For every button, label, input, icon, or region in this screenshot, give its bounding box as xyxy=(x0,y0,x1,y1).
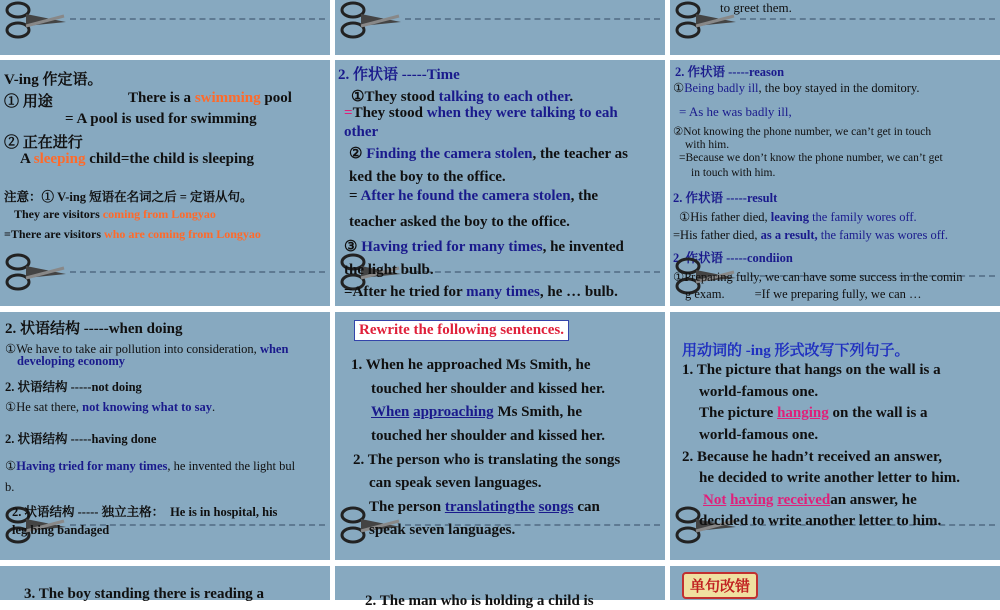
ex-1-cont: developing economy xyxy=(17,354,125,368)
reason-eq: = As he was badly ill, xyxy=(679,104,792,119)
answer-1: When approaching Ms Smith, he xyxy=(371,404,583,420)
example-1: There is a swimming pool xyxy=(128,90,292,106)
slide-top-left xyxy=(0,0,330,55)
scissors-icon xyxy=(339,0,403,40)
ex-4: leg bing bandaged xyxy=(12,523,110,537)
heading-result: 2. 作状语 -----result xyxy=(673,191,778,205)
condition-ex-cont: g exam. =If we preparing fully, we can … xyxy=(685,287,922,301)
heading: 用动词的 -ing 形式改写下列句子。 xyxy=(682,343,910,359)
reason-ex2-cont: with him. xyxy=(685,139,730,151)
title-box: Rewrite the following sentences. xyxy=(354,320,569,341)
title-tag: 单句改错 xyxy=(682,572,758,599)
question-1: 1. When he approached Ms Smith, he xyxy=(351,357,591,373)
ex-2-eq: = After he found the camera stolen, the xyxy=(349,188,599,204)
slide-adverbial-time xyxy=(335,60,665,306)
cut-line xyxy=(405,18,660,20)
question-1-cont: world-famous one. xyxy=(699,384,819,400)
slide-bottom-right xyxy=(670,566,1000,600)
ex-3-cont: the light bulb. xyxy=(344,262,434,278)
cut-line xyxy=(70,18,325,20)
heading: V-ing 作定语。 xyxy=(4,72,103,88)
answer-1-cont: touched her shoulder and kissed her. xyxy=(371,428,605,444)
slide-rewrite xyxy=(335,312,665,560)
point-2: ② 正在进行 xyxy=(4,135,83,151)
heading-reason: 2. 作状语 -----reason xyxy=(675,65,785,79)
slide-text: 3. The boy standing there is reading a xyxy=(24,586,265,602)
note: 注意：① V-ing 短语在名词之后 = 定语从句。 xyxy=(4,190,253,204)
heading-condition: 2. 作状语 -----condiion xyxy=(673,251,793,265)
note-example: They are visitors coming from Longyao xyxy=(14,207,216,221)
ex-2: ② Finding the camera stolen, the teacher as xyxy=(349,146,628,162)
answer-1-cont: world-famous one. xyxy=(699,427,819,443)
slide-adverbial-reason xyxy=(670,60,1000,306)
reason-ex: ①Being badly ill, the boy stayed in the domitory. xyxy=(673,81,920,95)
question-1: 1. The picture that hangs on the wall is a xyxy=(682,362,941,378)
ex-2: ①He sat there, not knowing what to say. xyxy=(5,400,216,414)
answer-1: The picture hanging on the wall is a xyxy=(699,405,928,421)
ex-1: ①We have to take air pollution into consideration, when xyxy=(5,342,289,356)
ex-3-cont: b. xyxy=(5,480,15,494)
answer-2: Not having receivedan answer, he xyxy=(703,492,917,508)
slide-ving-attribute xyxy=(0,60,330,306)
scissors-icon xyxy=(4,0,68,40)
slide-text: 2. The man who is holding a child is xyxy=(365,593,594,609)
slide-top-middle xyxy=(335,0,665,55)
heading-2: 2. 状语结构 -----not doing xyxy=(5,380,142,394)
result-ex: ①His father died, leaving the family wores off. xyxy=(679,210,917,224)
answer-2-cont: decided to write another letter to him. xyxy=(699,513,942,529)
heading-4: 2. 状语结构 ----- 独立主格： He is in hospital, his xyxy=(12,505,278,519)
reason-ex2-eq: =Because we don’t know the phone number, we can’t get xyxy=(679,152,943,164)
ex-2-cont: ked the boy to the office. xyxy=(349,169,506,185)
answer-2-cont: speak seven languages. xyxy=(369,522,516,538)
ex-1-eq: =They stood when they were talking to eah xyxy=(344,105,618,121)
slide-top-right xyxy=(670,0,1000,55)
point-1: ① 用途 xyxy=(4,94,53,110)
slide-text: to greet them. xyxy=(720,0,792,15)
question-2-cont: can speak seven languages. xyxy=(369,475,542,491)
ex-3: ①Having tried for many times, he invented the light bul xyxy=(5,459,296,473)
slide-bottom-left xyxy=(0,566,330,600)
reason-ex2-eq-cont: in touch with him. xyxy=(691,167,776,179)
ex-1-eq-cont: other xyxy=(344,124,379,140)
cut-line xyxy=(405,271,660,273)
answer-2: The person translatingthe songs can xyxy=(369,499,600,515)
ex-2-eq-cont: teacher asked the boy to the office. xyxy=(349,214,570,230)
question-2-cont: he decided to write another letter to him. xyxy=(699,470,961,486)
question-2: 2. Because he hadn’t received an answer, xyxy=(682,449,942,465)
note-example-eq: =There are visitors who are coming from Longyao xyxy=(4,227,261,241)
question-2: 2. The person who is translating the songs xyxy=(353,452,621,468)
ex-3-eq: =After he tried for many times, he … bulb. xyxy=(344,284,618,300)
ex-1: ①They stood talking to each other. xyxy=(351,89,574,105)
slide-bottom-middle xyxy=(335,566,665,609)
result-eq: =His father died, as a result, the family was wores off. xyxy=(673,228,948,242)
reason-ex2: ②Not knowing the phone number, we can’t get in touch xyxy=(673,126,932,138)
question-1-cont: touched her shoulder and kissed her. xyxy=(371,381,605,397)
scissors-icon xyxy=(4,252,68,292)
slide-ing-rewrite xyxy=(670,312,1000,560)
example-2: A sleeping child=the child is sleeping xyxy=(20,151,255,167)
example-1-eq: = A pool is used for swimming xyxy=(65,111,257,127)
heading: 2. 状语结构 -----when doing xyxy=(5,321,183,337)
ex-3: ③ Having tried for many times, he invented xyxy=(344,239,624,255)
cut-line xyxy=(70,271,325,273)
slide-adverbial-structures xyxy=(0,312,330,560)
heading: 2. 作状语 -----Time xyxy=(338,67,460,83)
condition-ex: ①Preparing fully, we can have some success in the comin xyxy=(673,270,963,284)
heading-3: 2. 状语结构 -----having done xyxy=(5,432,157,446)
cut-line xyxy=(740,18,995,20)
